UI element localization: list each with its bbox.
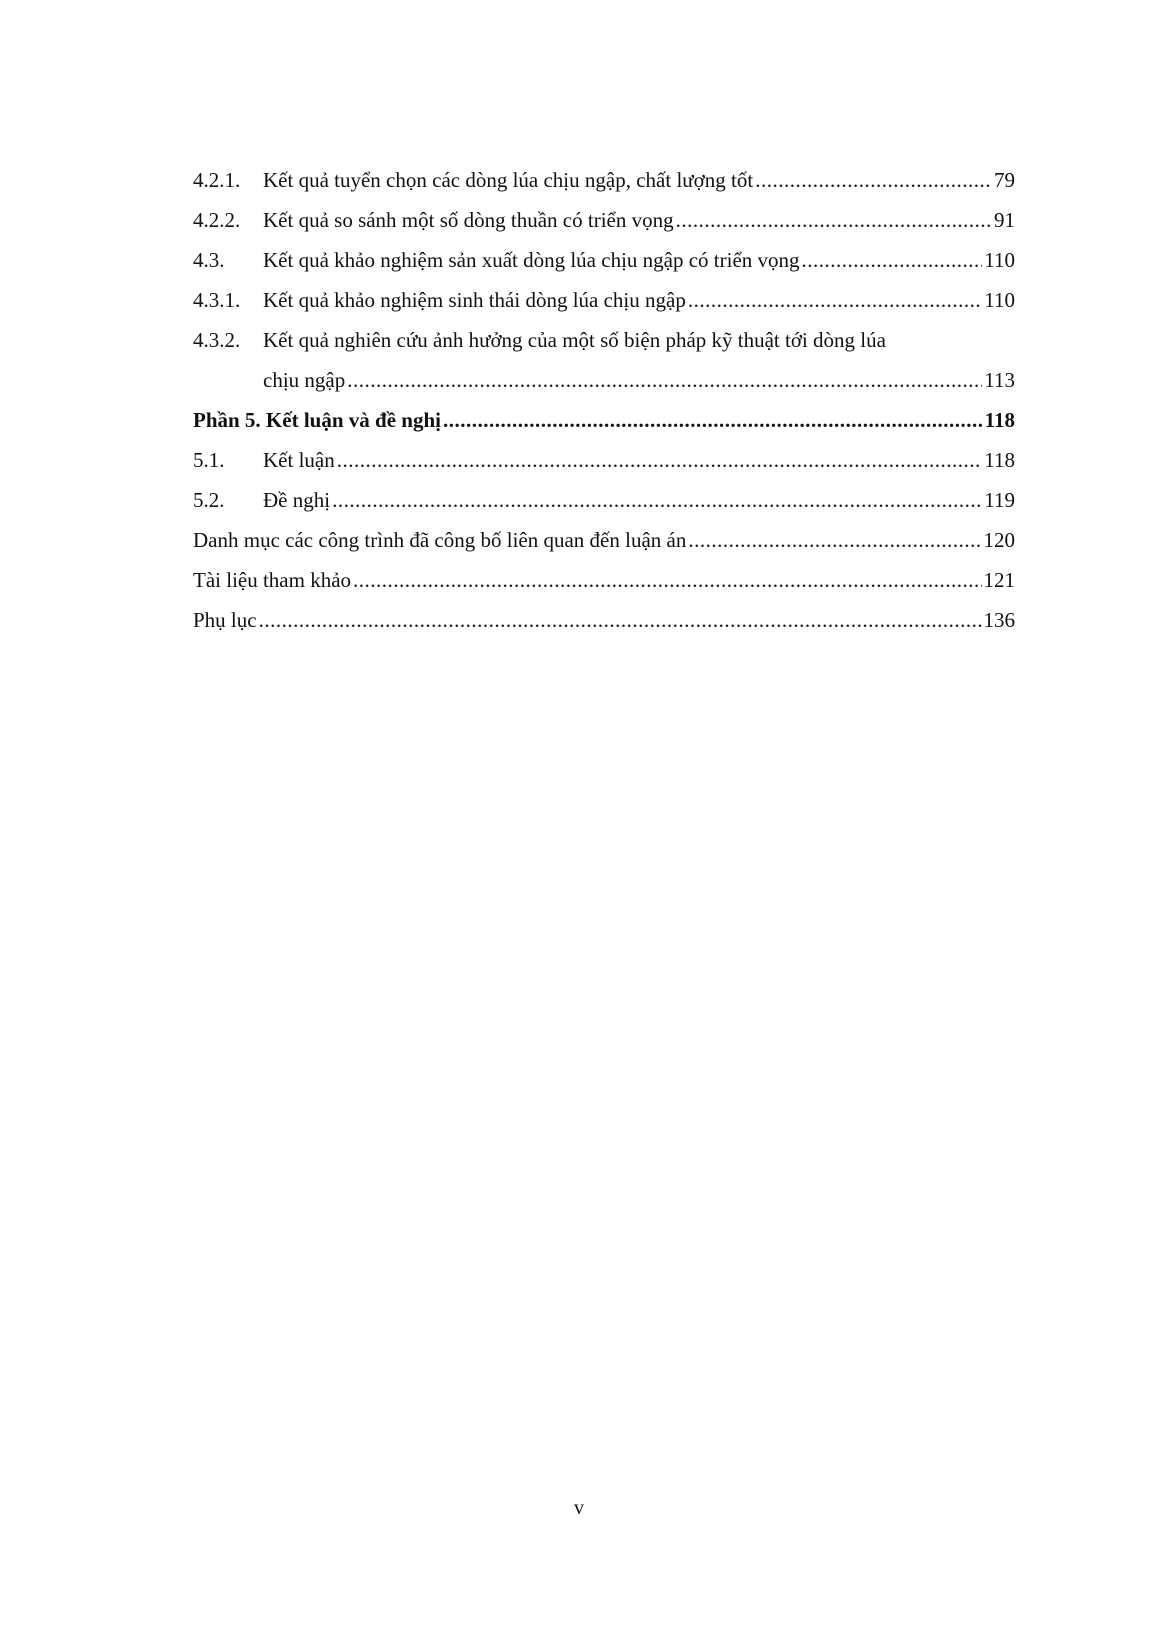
toc-entry-title-line2: chịu ngập: [263, 368, 346, 392]
toc-entry[interactable]: [193, 280, 1015, 320]
page-number: v: [574, 1497, 584, 1519]
toc-entry-title: Đề nghị: [263, 488, 331, 512]
toc-entry-title: Kết quả so sánh một số dòng thuần có triển vọng: [263, 208, 674, 232]
toc-entry-number: 5.2.: [193, 488, 225, 512]
toc-entry[interactable]: [193, 440, 1015, 480]
toc-entry-page: 118: [984, 408, 1015, 432]
toc-entry[interactable]: [193, 520, 1015, 560]
toc-entry-title: Danh mục các công trình đã công bố liên quan đến luận án: [193, 528, 687, 552]
table-of-contents: [193, 160, 1015, 640]
toc-dot-leader: [802, 240, 983, 280]
toc-dot-leader: [443, 400, 983, 440]
toc-entry-title: Kết quả khảo nghiệm sản xuất dòng lúa chịu ngập có triển vọng: [263, 248, 800, 272]
toc-entry-page: 91: [994, 208, 1015, 232]
toc-entry[interactable]: [193, 160, 1015, 200]
toc-entry-chapter[interactable]: [193, 400, 1015, 440]
toc-entry[interactable]: [193, 320, 1015, 400]
toc-entry[interactable]: [193, 240, 1015, 280]
toc-entry-number: 4.3.2.: [193, 328, 241, 352]
toc-entry-title: Phần 5. Kết luận và đề nghị: [193, 408, 441, 432]
toc-entry-title-line1: Kết quả nghiên cứu ảnh hưởng của một số biện pháp kỹ thuật tới dòng lúa: [263, 328, 886, 352]
toc-dot-leader: [347, 360, 982, 400]
toc-dot-leader: [337, 440, 983, 480]
toc-dot-leader: [353, 560, 981, 600]
toc-entry-page: 110: [984, 288, 1015, 312]
toc-entry-page: 119: [984, 488, 1015, 512]
toc-entry-page: 120: [983, 528, 1015, 552]
toc-entry-number: 4.2.1.: [193, 168, 241, 192]
toc-entry-page: 118: [984, 448, 1015, 472]
toc-dot-leader: [332, 480, 982, 520]
toc-dot-leader: [259, 600, 982, 640]
toc-entry-page: 136: [983, 608, 1015, 632]
toc-entry-title: Phụ lục: [193, 608, 257, 632]
toc-entry-page: 110: [984, 248, 1015, 272]
toc-entry-title: Tài liệu tham khảo: [193, 568, 352, 592]
toc-entry-number: 4.2.2.: [193, 208, 241, 232]
toc-entry-page: 121: [983, 568, 1015, 592]
toc-entry[interactable]: [193, 600, 1015, 640]
toc-entry-title: Kết quả khảo nghiệm sinh thái dòng lúa chịu ngập: [263, 288, 686, 312]
toc-entry-number: 5.1.: [193, 448, 225, 472]
toc-entry[interactable]: [193, 200, 1015, 240]
toc-dot-leader: [676, 200, 992, 240]
toc-entry-page: 113: [984, 368, 1015, 392]
toc-entry-number: 4.3.: [193, 248, 225, 272]
toc-dot-leader: [688, 520, 981, 560]
toc-dot-leader: [755, 160, 992, 200]
toc-entry[interactable]: [193, 560, 1015, 600]
toc-entry-page: 79: [994, 168, 1015, 192]
toc-entry-title: Kết luận: [263, 448, 335, 472]
toc-entry-title: Kết quả tuyển chọn các dòng lúa chịu ngập, chất lượng tốt: [263, 168, 754, 192]
toc-dot-leader: [688, 280, 982, 320]
toc-entry-number: 4.3.1.: [193, 288, 241, 312]
toc-entry[interactable]: [193, 480, 1015, 520]
